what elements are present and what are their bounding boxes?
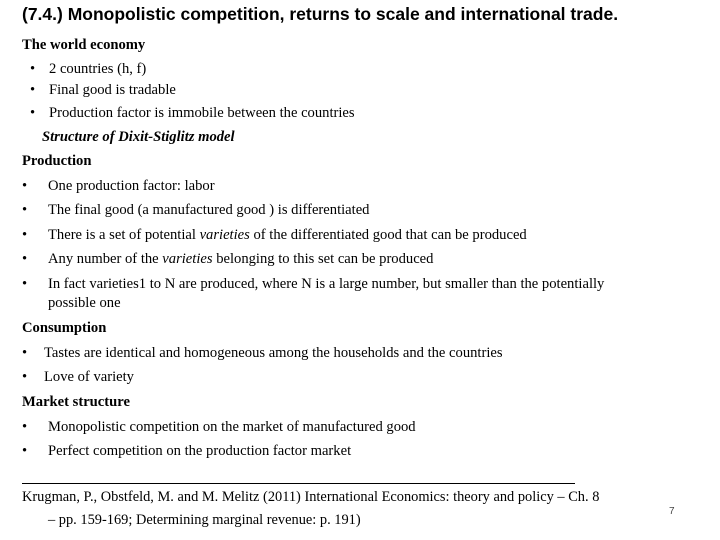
market-item-perfect: Perfect competition on the production factor market: [48, 443, 352, 459]
emphasis-varieties: varieties: [199, 227, 250, 243]
production-item-varieties-set: [48, 226, 527, 244]
footnote-divider: [22, 483, 575, 484]
world-item-countries: 2 countries (h, f): [49, 61, 147, 77]
text-segment: belonging to this set can be produced: [212, 251, 434, 267]
bullet: •: [22, 369, 28, 385]
production-item-n-varieties-line1: In fact varieties1 to N are produced, where N is a large number, but smaller than the potentially: [48, 276, 605, 292]
production-heading: Production: [22, 153, 92, 169]
bullet: •: [30, 82, 36, 98]
text-segment: There is a set of potential: [48, 227, 200, 243]
page-number: 7: [669, 506, 675, 517]
bullet: •: [22, 443, 28, 459]
production-item-differentiated: The final good (a manufactured good ) is differentiated: [48, 202, 370, 218]
emphasis-varieties: varieties: [162, 251, 213, 267]
slide-title: (7.4.) Monopolistic competition, returns to scale and international trade.: [22, 4, 619, 24]
production-item-n-varieties-line2: possible one: [48, 295, 121, 311]
bullet: •: [22, 202, 28, 218]
reference-line2: – pp. 159-169; Determining marginal revenue: p. 191): [48, 512, 361, 528]
world-heading: The world economy: [22, 37, 146, 53]
text-segment: Any number of the: [48, 251, 163, 267]
reference-line1: Krugman, P., Obstfeld, M. and M. Melitz (2011) International Economics: theory and policy – Ch. 8: [22, 489, 600, 505]
bullet: •: [22, 251, 28, 267]
production-item-any-number: [48, 250, 433, 268]
text-segment: of the differentiated good that can be produced: [249, 227, 527, 243]
bullet: •: [30, 61, 36, 77]
bullet: •: [22, 419, 28, 435]
bullet: •: [22, 276, 28, 292]
market-item-monopolistic: Monopolistic competition on the market of manufactured good: [48, 419, 416, 435]
bullet: •: [22, 178, 28, 194]
consumption-item-love-variety: Love of variety: [44, 369, 134, 385]
world-item-immobile: Production factor is immobile between the countries: [49, 105, 355, 121]
consumption-item-tastes: Tastes are identical and homogeneous among the households and the countries: [44, 345, 503, 361]
bullet: •: [22, 227, 28, 243]
market-heading: Market structure: [22, 394, 130, 410]
model-subheading: Structure of Dixit-Stiglitz model: [42, 129, 235, 145]
bullet: •: [22, 345, 28, 361]
world-item-tradable: Final good is tradable: [49, 82, 176, 98]
production-item-labor: One production factor: labor: [48, 178, 215, 194]
bullet: •: [30, 105, 36, 121]
consumption-heading: Consumption: [22, 320, 107, 336]
